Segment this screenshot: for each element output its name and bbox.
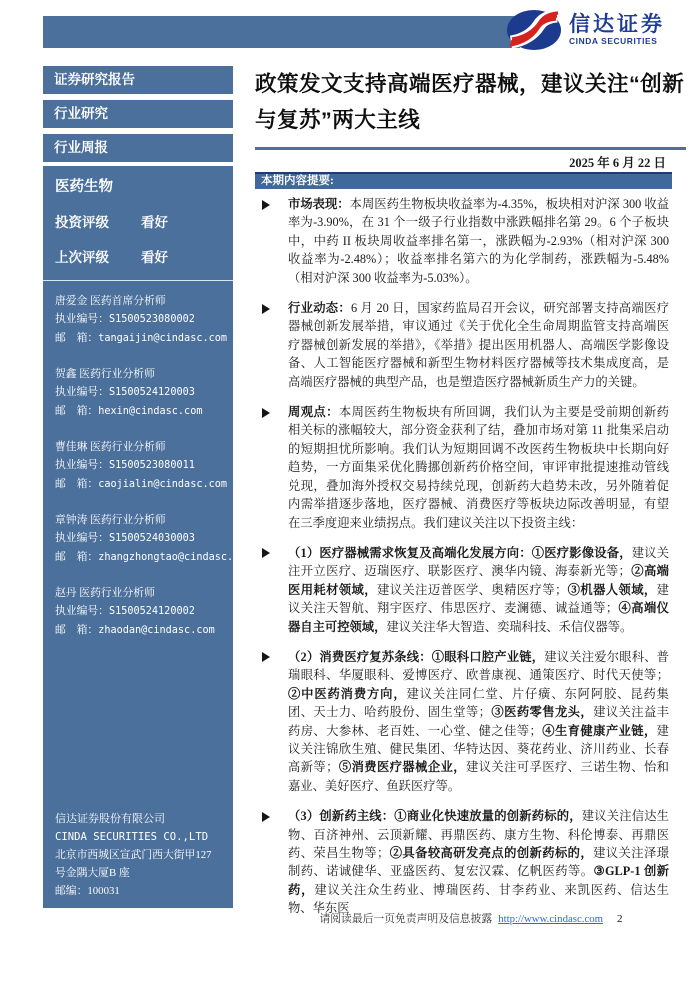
analyst-name-title: 唐爱金 医药首席分析师 <box>55 295 166 307</box>
analyst-license-number: S1500523080011 <box>108 460 195 471</box>
bullet-arrow-icon <box>262 812 270 822</box>
rating-row <box>43 211 233 231</box>
title-divider <box>255 147 686 150</box>
analyst-name-title: 章钟涛 医药行业分析师 <box>55 514 166 526</box>
bullet-text: （3）创新药主线：①商业化快速放量的创新药标的，建议关注信达生物、百济神州、云顶新耀、再鼎医药、康方生物、科伦博泰、再鼎医药、荣昌生物等；②具备较高研发亮点的创新药标的，建议关注泽璟制药、诺诚健华、亚盛医药、复宏汉霖、亿帆医药等。③GLP-1 创新药，建议关注众生药业、博瑞医药、甘李药业、来凯医药、信达生物、华东医 <box>288 809 669 916</box>
brand-wordmark <box>569 14 665 45</box>
summary-heading: 本期内容提要: <box>255 172 672 189</box>
sidebar-tab: 行业周报 <box>43 134 233 162</box>
sidebar-tab: 行业研究 <box>43 100 233 128</box>
company-address: 北京市西城区宣武门西大街甲127 号金隅大厦B 座 <box>55 849 212 879</box>
bullet-text: （1）医疗器械需求恢复及高端化发展方向：①医疗影像设备，建议关注开立医疗、迈瑞医疗、联影医疗、澳华内镜、海泰新光等；②高端医用耗材领域，建议关注迈普医学、奥精医疗等；③机器人领域，建议关注天智航、翔宇医疗、伟思医疗、麦澜德、诚益通等；④高端仪器自主可控领域，建议关注华大智造、奕瑞科技、禾信仪器等。 <box>288 545 669 634</box>
summary-bullet <box>255 299 669 391</box>
rating-list <box>43 211 233 266</box>
brand-name-cn: 信达证券 <box>569 13 665 37</box>
summary-bullet <box>255 195 669 287</box>
analyst-email-address: caojialin@cindasc.com <box>98 479 227 490</box>
analyst-license: 执业编号：S1500523080002 <box>55 313 195 325</box>
analyst-license-number: S1500524120003 <box>108 387 195 398</box>
rating-label: 上次评级 <box>55 250 109 265</box>
summary-bullet-list <box>255 195 669 930</box>
company-name-en: CINDA SECURITIES CO.,LTD <box>55 831 209 843</box>
company-postcode: 邮编：100031 <box>55 885 120 897</box>
industry-label: 医药生物 <box>55 179 113 195</box>
bullet-text: 行业动态：6 月 20 日，国家药监局召开会议，研究部署支持高端医疗器械创新发展举措，审议通过《关于优化全生命周期监管支持高端医疗器械创新发展的举措》，《举措》提出医用机器人、高端医学影像设备、人工智能医疗器械和新型生物材料医疗器械等技术集成度高，是高端医疗器械的典型产品，也是塑造医疗器械新质生产力的关键。 <box>288 301 669 389</box>
analyst-name-title: 曹佳琳 医药行业分析师 <box>55 441 166 453</box>
analyst-email-address: zhaodan@cindasc.com <box>98 625 215 636</box>
bullet-text: 市场表现：本周医药生物板块收益率为-4.35%，板块相对沪深 300 收益率为-3.90%，在 31 个一级子行业指数中涨跌幅排名第 29。6 个子板块中，中药 II 板块周收益率排名第一，涨跌幅为-2.93%（相对沪深 300 收益率为-2.48%）；收益率排名第六的为化学制药，涨跌幅为-5.48%（相对沪深 300 收益率为-5.03%）。 <box>288 197 669 285</box>
analyst-list <box>43 281 252 640</box>
analyst-email: 邮 箱：caojialin@cindasc.com <box>55 478 227 490</box>
summary-bullet <box>255 544 669 636</box>
company-info <box>55 810 225 900</box>
rating-value: 看好 <box>141 250 168 265</box>
analyst-license: 执业编号：S1500523080011 <box>55 459 195 471</box>
page-footer <box>255 911 687 926</box>
sidebar-panel <box>43 166 252 908</box>
analyst-license: 执业编号：S1500524120003 <box>55 386 195 398</box>
analyst-email: 邮 箱：zhaodan@cindasc.com <box>55 624 215 636</box>
cinda-logo-icon <box>506 9 562 51</box>
header-banner-bar <box>43 16 520 48</box>
bullet-arrow-icon <box>262 304 270 314</box>
bullet-arrow-icon <box>262 652 270 662</box>
bullet-arrow-icon <box>262 408 270 418</box>
rating-row <box>43 246 233 266</box>
analyst-name-title: 赵丹 医药行业分析师 <box>55 587 155 599</box>
analyst-email: 邮 箱：tangaijin@cindasc.com <box>55 332 227 344</box>
analyst-email-address: zhangzhongtao@cindasc.com <box>98 552 252 563</box>
report-title: 政策发文支持高端医疗器械，建议关注“创新与复苏”两大主线 <box>255 72 685 132</box>
analyst-email-address: tangaijin@cindasc.com <box>98 333 227 344</box>
sidebar-tabs <box>43 66 233 168</box>
analyst-card <box>55 438 227 494</box>
analyst-email: 邮 箱：hexin@cindasc.com <box>55 405 203 417</box>
analyst-license-number: S1500524030003 <box>108 533 195 544</box>
footer-link[interactable]: http://www.cindasc.com <box>498 913 604 925</box>
analyst-license: 执业编号：S1500524120002 <box>55 605 195 617</box>
brand-logo <box>506 9 665 51</box>
page-number: 2 <box>617 913 623 925</box>
bullet-arrow-icon <box>262 200 270 210</box>
bullet-text: 周观点：本周医药生物板块有所回调，我们认为主要是受前期创新药相关标的涨幅较大，部分资金获利了结，叠加市场对第 11 批集采启动的短期担忧所影响。我们认为短期回调不改医药生物板块中长期向好趋势，一方面集采优化腾挪创新药价格空间，审评审批提速推动管线兑现，叠加海外授权交易持续兑现，创新药大趋势未改，另外随着促内需举措逐步落地，医疗器械、消费医疗等板块边际改善明显，有望在三季度迎来业绩拐点。我们建议关注以下投资主线： <box>288 405 669 530</box>
summary-bullet <box>255 807 669 917</box>
analyst-license-number: S1500523080002 <box>108 314 195 325</box>
summary-bullet <box>255 648 669 795</box>
rating-label: 投资评级 <box>55 215 109 230</box>
analyst-name-title: 贺鑫 医药行业分析师 <box>55 368 155 380</box>
analyst-card <box>55 511 252 567</box>
bullet-text: （2）消费医疗复苏条线：①眼科口腔产业链，建议关注爱尔眼科、普瑞眼科、华厦眼科、爱博医疗、欧普康视、通策医疗、时代天使等；②中医药消费方向，建议关注同仁堂、片仔癀、东阿阿胶、昆药集团、天士力、哈药股份、固生堂等；③医药零售龙头，建议关注益丰药房、大参林、老百姓、一心堂、健之佳等；④生育健康产业链，建议关注锦欣生殖、健民集团、华特达因、葵花药业、济川药业、长春高新等；⑤消费医疗器械企业，建议关注可孚医疗、三诺生物、怡和嘉业、美好医疗、鱼跃医疗等。 <box>288 649 669 793</box>
bullet-arrow-icon <box>262 548 270 558</box>
summary-bullet <box>255 403 669 532</box>
rating-value: 看好 <box>141 215 168 230</box>
brand-name-en: CINDA SECURITIES <box>569 36 658 47</box>
analyst-card <box>55 292 227 348</box>
report-date: 2025 年 6 月 22 日 <box>569 156 666 170</box>
analyst-email-address: hexin@cindasc.com <box>98 406 203 417</box>
analyst-card <box>55 365 227 421</box>
analyst-license-number: S1500524120002 <box>108 606 195 617</box>
footer-disclaimer: 请阅读最后一页免责声明及信息披露 <box>319 913 493 925</box>
company-name-cn: 信达证券股份有限公司 <box>55 813 165 825</box>
analyst-email: 邮 箱：zhangzhongtao@cindasc.com <box>55 551 252 563</box>
sidebar-tab: 证券研究报告 <box>43 66 233 94</box>
analyst-card <box>55 584 227 640</box>
analyst-license: 执业编号：S1500524030003 <box>55 532 195 544</box>
